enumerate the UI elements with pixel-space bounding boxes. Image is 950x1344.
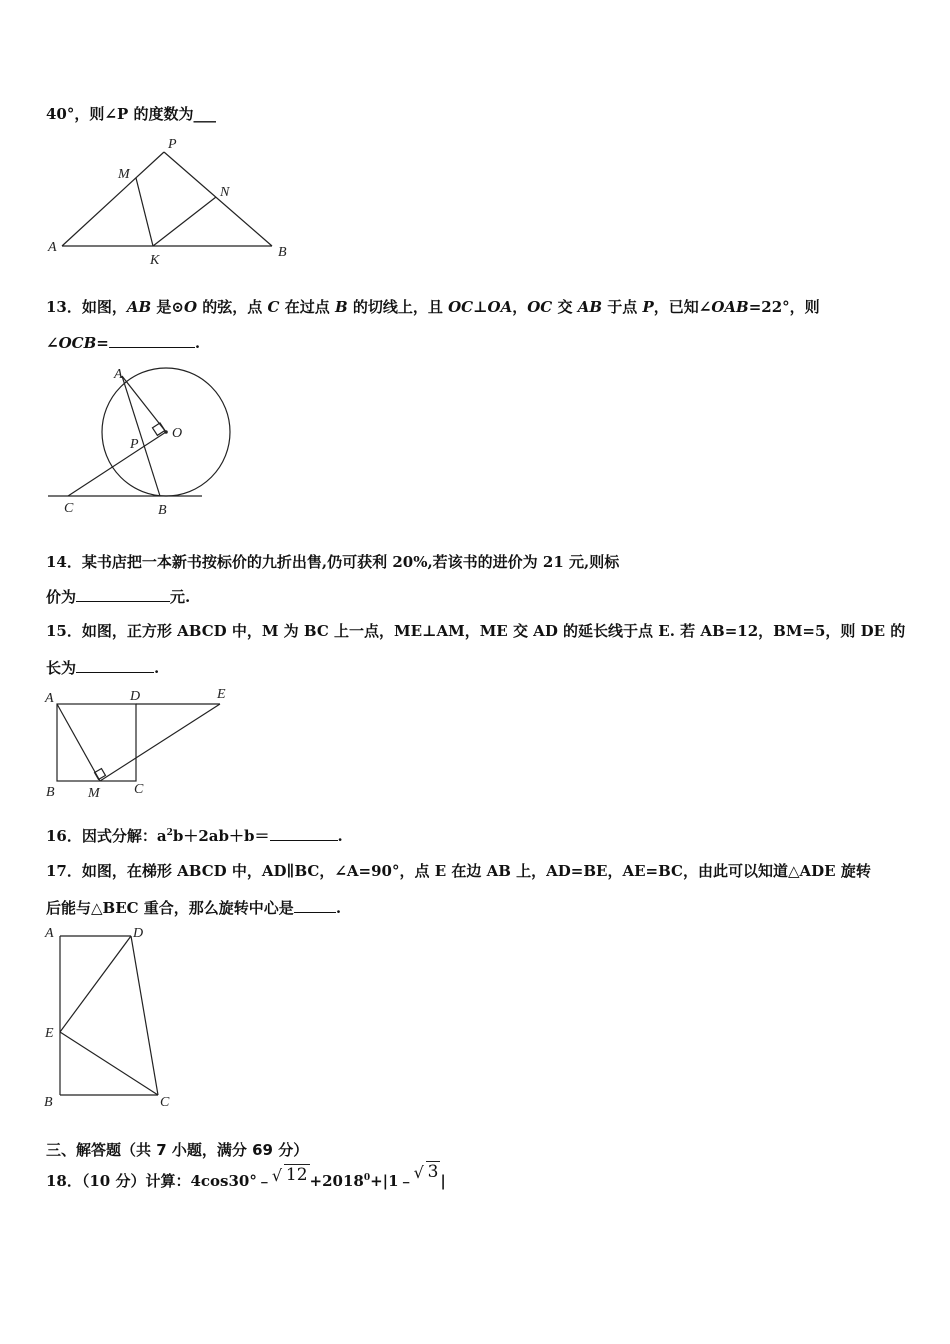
answer-blank (294, 898, 336, 913)
q13-line1: 13．如图，AB 是⊙O 的弦，点 C 在过点 B 的切线上，且 OC⊥OA，OC 交 AB 于点 P，已知∠OAB=22°，则 (46, 298, 820, 316)
q14-line2: 价为 元. (46, 588, 191, 606)
sqrt-sign-icon: √ (271, 1166, 283, 1185)
label-b: B (46, 785, 55, 800)
label-c: C (160, 1095, 170, 1110)
label-a: A (45, 926, 54, 941)
segment-dc (131, 936, 158, 1095)
label-e: E (45, 1026, 54, 1041)
figure-q13 (44, 362, 244, 522)
label-p: P (168, 137, 177, 152)
figure-q15 (40, 684, 240, 800)
label-d: D (133, 926, 144, 941)
answer-blank (109, 333, 195, 348)
q15-line1: 15．如图，正方形 ABCD 中，M 为 BC 上一点，ME⊥AM，ME 交 AD 的延长线于点 E. 若 AB=12，BM=5，则 DE 的 (46, 622, 906, 640)
label-d: D (130, 689, 141, 704)
segment-ec (60, 1032, 158, 1095)
sqrt-sign-icon: √ (413, 1163, 424, 1182)
label-p: P (130, 437, 139, 452)
sqrt-12: √ 12 (271, 1165, 308, 1185)
q14-line1: 14．某书店把一本新书按标价的九折出售,仍可获利 20%,若该书的进价为 21 元,则标 (46, 553, 620, 571)
segment-ed (60, 936, 131, 1032)
sqrt-3: √ 3 (413, 1162, 439, 1182)
label-b: B (278, 245, 287, 260)
q13-line2: ∠OCB= . (46, 334, 201, 352)
q16-text: 16．因式分解：$a^2b+2ab+b=$ . (46, 827, 343, 845)
segment-mk (136, 178, 153, 246)
answer-blank (76, 658, 154, 673)
segment-co (68, 432, 166, 496)
segment-am (57, 704, 100, 781)
segment-pb (164, 152, 272, 246)
q17-line2: 后能与△BEC 重合，那么旋转中心是 . (46, 899, 342, 917)
label-c: C (64, 501, 74, 516)
label-m: M (88, 786, 100, 800)
label-n: N (220, 185, 230, 200)
q12-text: 40°，则∠P 的度数为___ (46, 105, 216, 123)
label-c: C (134, 782, 144, 797)
q18-text: 18．（10 分）计算：4cos30°﹣ √ $12 +2018^0+|1﹣$ √ 3 | (46, 1162, 446, 1190)
center-dot (164, 430, 168, 434)
segment-me (100, 704, 220, 781)
answer-blank (76, 587, 170, 602)
label-e: E (217, 687, 226, 702)
section-title: 三、解答题（共 7 小题，满分 69 分） (46, 1141, 309, 1159)
label-b: B (158, 503, 167, 518)
label-k: K (150, 253, 160, 268)
figure-q17 (40, 922, 190, 1114)
square-abcd (57, 704, 136, 781)
label-a: A (114, 367, 123, 382)
label-o: O (172, 426, 183, 441)
segment-kn (153, 197, 216, 246)
q17-line1: 17．如图，在梯形 ABCD 中，AD∥BC，∠A=90°，点 E 在边 AB 上，AD=BE，AE=BC，由此可以知道△ADE 旋转 (46, 862, 871, 880)
segment-ap (62, 152, 164, 246)
chord-ab (122, 376, 160, 496)
label-b: B (44, 1095, 53, 1110)
label-a: A (45, 691, 54, 706)
answer-blank (270, 826, 338, 841)
label-a: A (48, 240, 57, 255)
q15-line2: 长为 . (46, 659, 160, 677)
label-m: M (118, 167, 130, 182)
figure-q12 (40, 130, 300, 270)
